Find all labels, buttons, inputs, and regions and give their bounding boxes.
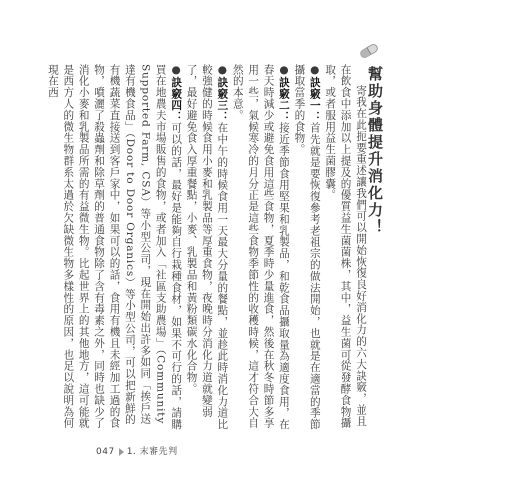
bullet-dot-icon: ● <box>170 64 183 77</box>
tip-text: 可以的話，最好是能夠自行栽種食材，如果不可行的話，請購買在地農夫市場販售的食物，或者加入「社區支助農場」（Community Supported Farm, CSA）等小型公司，現在開始出許多如同「挨戶送達有機食品」（Door to Door Organics）等小型公司，可以把新鮮的有機蔬菜直接送到客戶家中，如果可以的話，食用有機且未經加工過的食物，噴灑了殺蟲劑和除草劑的普通食物除了含有毒素之外，同時也缺少了消化小麥和乳製品所需的有益微生物。比起世界上的其他地方，這可能就是西方人的微生物群系太過於欠缺微生物多樣性的原因，也足以說明為何現在西 <box>46 64 183 431</box>
tip-item <box>44 64 183 436</box>
body-text <box>44 64 368 436</box>
tip-item <box>229 64 291 436</box>
bullet-dot-icon: ● <box>216 64 229 77</box>
triangle-marker-icon <box>119 448 124 456</box>
intro-paragraph: 寄我在此扼要重述讓我們可以開始恢復良好消化力的六大訣竅，並且在飲食中添加以上提及的優質益生菌菌株，其中，益生菌可從發酵食物攝取，或者服用益生菌膠囊。 <box>324 64 367 429</box>
tip-label: 訣竅四： <box>170 76 183 123</box>
tip-item <box>291 64 322 436</box>
running-header: 1. 末審先判 <box>126 447 178 457</box>
tip-text: 在中午的時候食用一天最大分量的餐點，並趁此時消化力道比較強健的時候食用小麥和乳製品等厚重食物，夜晚時分消化力道就變弱了，最好避免食入厚重餐點，小麥、乳製品和黃粉類碳水化合物。 <box>185 64 229 431</box>
bullet-dot-icon: ● <box>277 64 290 77</box>
page-number: 047 <box>96 447 115 457</box>
pill-capsule-icon <box>357 41 381 61</box>
section-title: 幫助身體提升消化力！ <box>366 66 384 236</box>
tip-text: 接近季節食用堅果和乳製品，和乾食品攝取量為適度食用，在春天時減少或避免食用這些食物，夏季時少量進食，然後在秋冬時節多享用一些，氣候寒冷的月分正是這些食物季節性的收穫時候，這才符合大自然的本意。 <box>231 64 290 431</box>
page-footer <box>96 444 178 457</box>
bullet-dot-icon: ● <box>308 64 321 77</box>
tip-label: 訣竅三： <box>216 76 229 123</box>
tip-label: 訣竅二： <box>277 76 290 123</box>
tip-label: 訣竅一： <box>308 76 321 123</box>
tip-text: 首先就是要恢復參考老祖宗的做法開始，也就是在適當的季節攝取當季的食物。 <box>293 64 321 431</box>
tip-item <box>183 64 229 436</box>
